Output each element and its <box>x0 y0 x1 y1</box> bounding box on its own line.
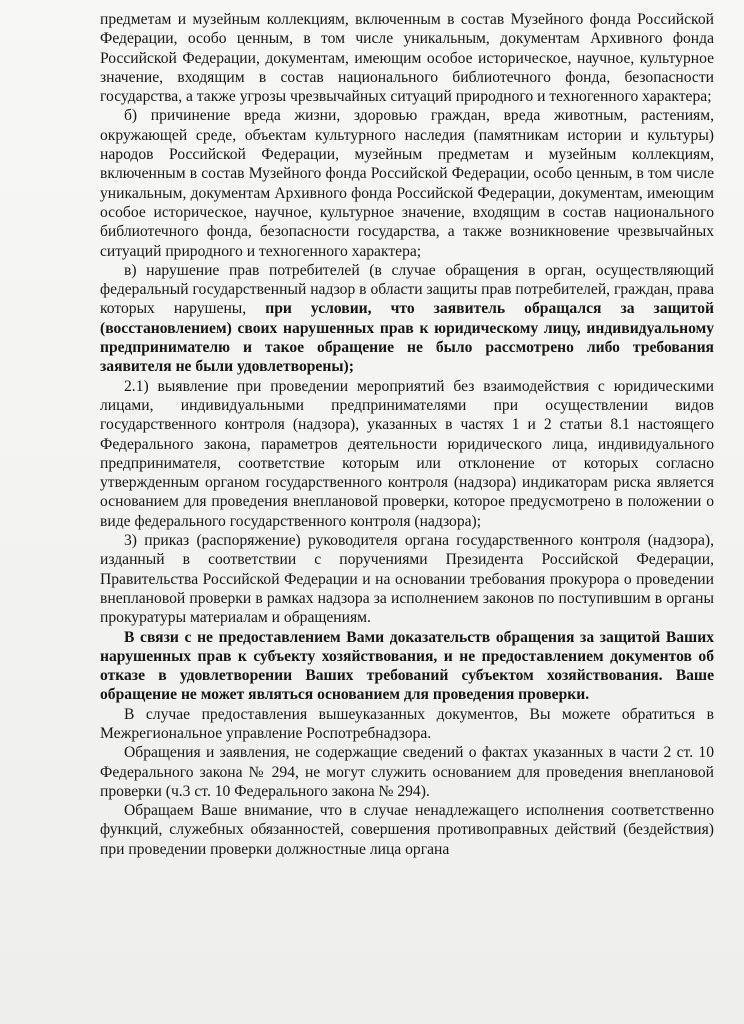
paragraph-item-2-1: 2.1) выявление при проведении мероприятий без взаимодействия с юридическими лицами, индивидуальными предпринимателями при осуществлении видов государственного контроля (надзора), указанных в частях 1 и 2 статьи 8.1 настоящего Федерального закона, параметров деятельности юридического лица, индивидуального предпринимателя, соответствие которым или отклонение от которых согласно утвержденным органом государственного контроля (надзора) индикаторам риска является основанием для проведения внеплановой проверки, которое предусмотрено в положении о виде федерального государственного контроля (надзора); <box>100 377 714 530</box>
paragraph-notice: Обращаем Ваше внимание, что в случае ненадлежащего исполнения соответственно функций, служебных обязанностей, совершения противоправных действий (бездействия) при проведении проверки должностные лица органа <box>100 802 714 858</box>
paragraph-item-3: 3) приказ (распоряжение) руководителя органа государственного контроля (надзора), изданный в соответствии с поручениями Президента Российской Федерации, Правительства Российской Федерации и на основании требования прокурора о проведении внеплановой проверки в рамках надзора за исполнением законов по поступившим в органы прокуратуры материалам и обращениям. <box>100 532 714 627</box>
paragraph-item-b: б) причинение вреда жизни, здоровью граждан, вреда животным, растениям, окружающей среде, объектам культурного наследия (памятникам истории и культуры) народов Российской Федерации, музейным предметам и музейным коллекциям, включенным в состав Музейного фонда Российской Федерации, особо ценным, в том числе уникальным, документам Архивного фонда Российской Федерации, документам, имеющим особое историческое, научное, культурное значение, входящим в состав национального библиотечного фонда, безопасности государства, а также возникновение чрезвычайных ситуаций природного и техногенного характера; <box>100 107 714 260</box>
paragraph-continuation: предметам и музейным коллекциям, включенным в состав Музейного фонда Российской Федерации, особо ценным, в том числе уникальным, документам Архивного фонда Российской Федерации, документам, имеющим особое историческое, научное, культурное значение, входящим в состав национального библиотечного фонда, безопасности государства, а также угрозы чрезвычайных ситуаций природного и техногенного характера; <box>100 11 714 106</box>
paragraph-referral: В случае предоставления вышеуказанных документов, Вы можете обратиться в Межрегиональное управление Роспотребнадзора. <box>100 705 714 742</box>
paragraph-conclusion: В связи с не предоставлением Вами доказательств обращения за защитой Ваших нарушенных прав к субъекту хозяйствования, и не предоставлением документов об отказе в удовлетворении Ваших требований субъектом хозяйствования. Ваше обращение не может являться основанием для проведения проверки. <box>100 628 714 704</box>
paragraph-item-v: в) нарушение прав потребителей (в случае обращения в орган, осуществляющий федеральный государственный надзор в области защиты прав потребителей, граждан, права которых нарушены, при условии, что заявитель обращался за защитой (восстановлением) своих нарушенных прав к юридическому лицу, индивидуальному предпринимателю и такое обращение не было рассмотрено либо требования заявителя не были удовлетворены); <box>100 261 715 376</box>
document-body <box>100 10 714 859</box>
bleed-through-marks <box>20 300 100 1000</box>
paragraph-legal-basis: Обращения и заявления, не содержащие сведений о фактах указанных в части 2 ст. 10 Федерального закона № 294, не могут служить основанием для проведения внеплановой проверки (ч.3 ст. 10 Федерального закона № 294). <box>100 744 714 800</box>
